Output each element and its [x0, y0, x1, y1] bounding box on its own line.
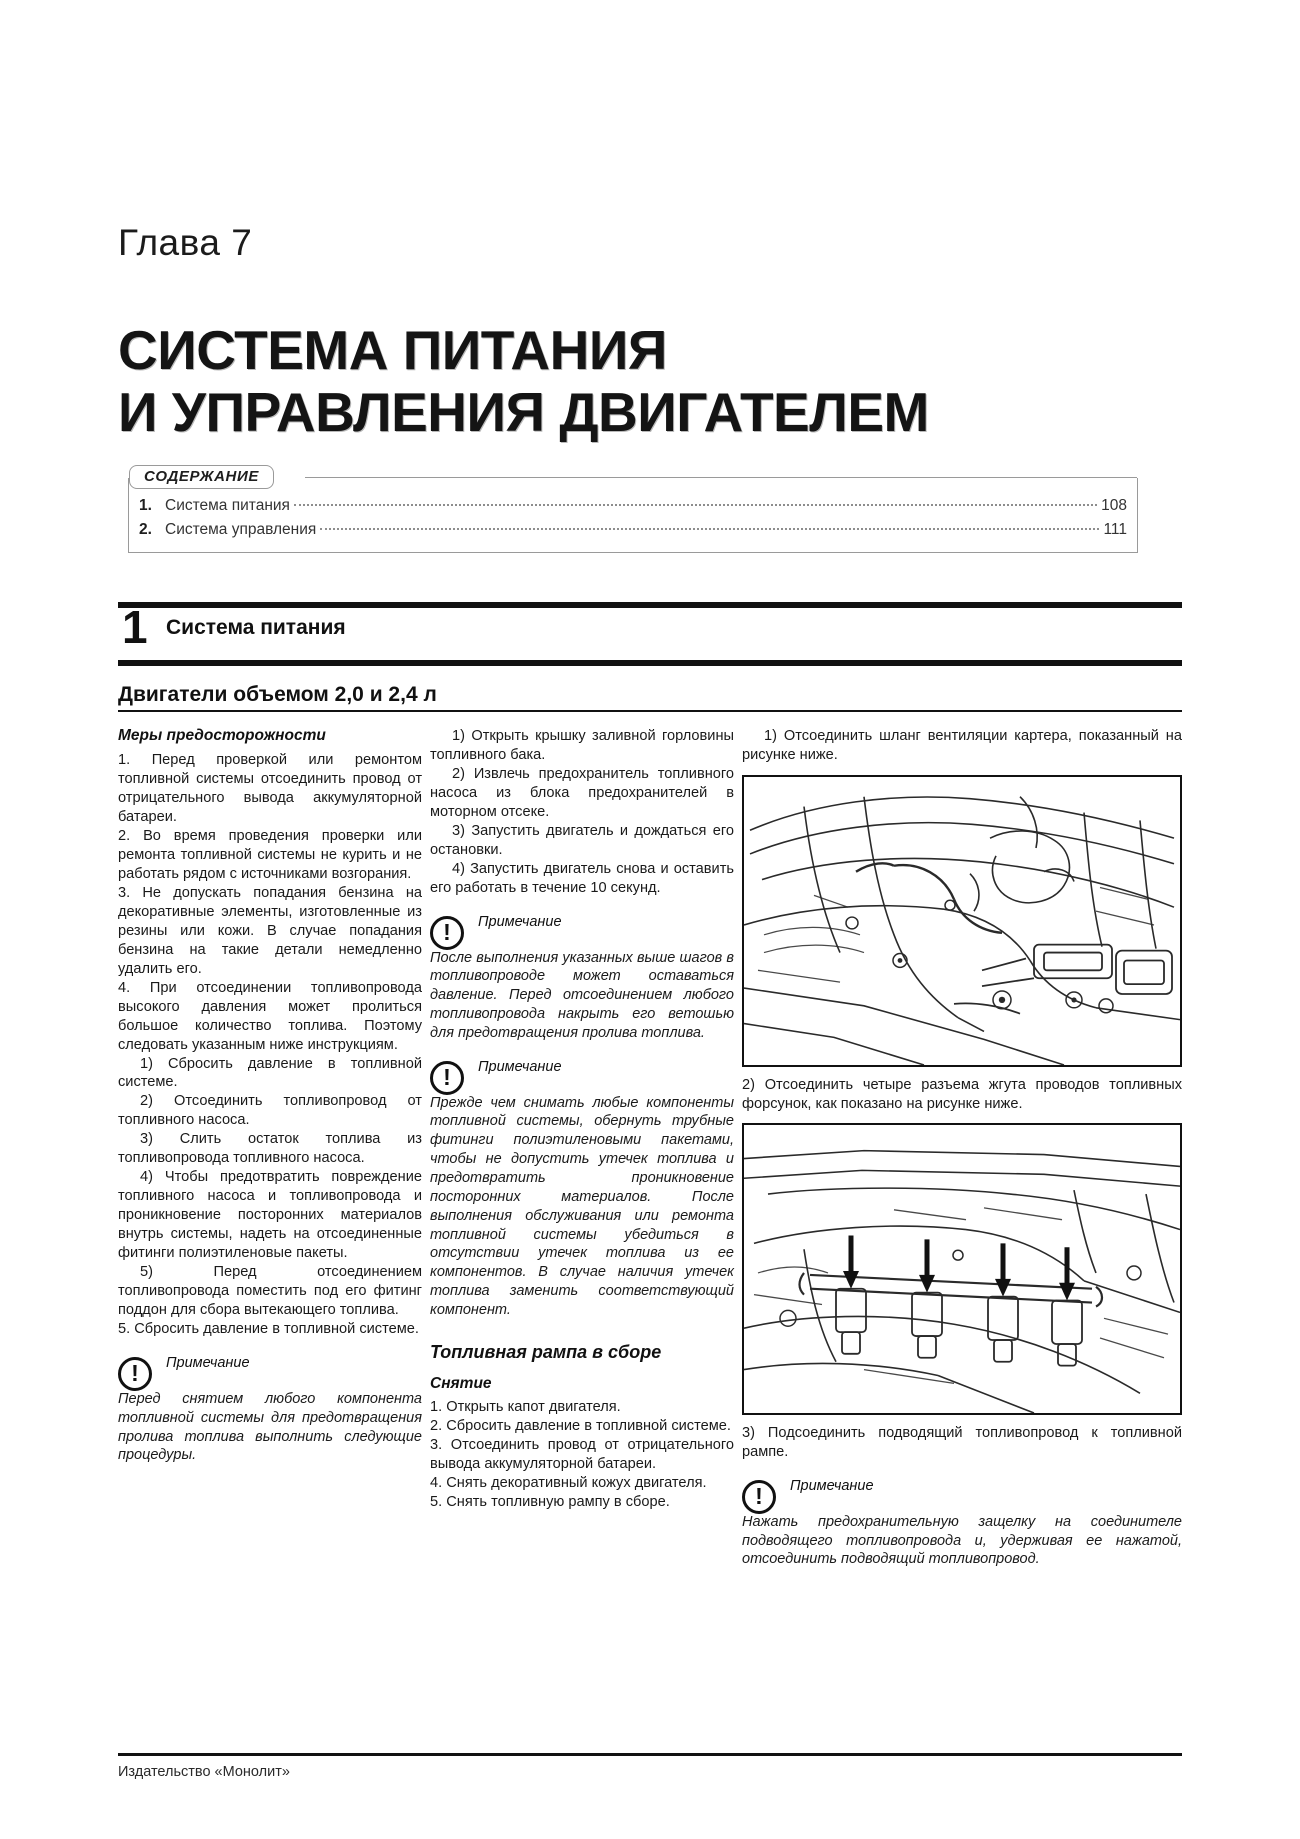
removal-step-3: 3. Отсоединить провод от отрицательного вывода аккумуляторной батареи.: [430, 1436, 734, 1472]
page-title: [118, 320, 1188, 443]
contents-item-number: 2.: [139, 521, 152, 539]
contents-leader-dots: [320, 528, 1099, 530]
rail-step-1: 1) Отсоединить шланг вентиляции картера, показанный на рисунке ниже.: [742, 728, 1182, 763]
exclamation-icon: [742, 1480, 776, 1514]
section-number: 1: [122, 601, 148, 653]
note-spacer: [478, 930, 734, 949]
precaution-4-step-4: 4) Чтобы предотвратить повреждение топливного насоса и топливопровода и проникновение посторонних материалов внутрь системы, надеть на отсоединенные фитинги полиэтиленовые пакеты.: [118, 1169, 422, 1262]
engines-heading-text: Двигатели объемом 2,0 и 2,4 л: [118, 683, 437, 706]
pressure-release-step-3: 3) Запустить двигатель и дождаться его остановки.: [430, 822, 734, 858]
figure-2-caption: 2) Отсоединить четыре разъема жгута проводов топливных форсунок, как показано на рисунке ниже.: [742, 1076, 1182, 1112]
contents-top-rule: [305, 477, 1137, 478]
precaution-4-step-5: 5) Перед отсоединением топливопровода поместить под его фитинг поддон для сбора вытекающего топлива.: [118, 1264, 422, 1319]
pressure-release-step-1: 1) Открыть крышку заливной горловины топливного бака.: [430, 728, 734, 763]
note-text-indented: [166, 1371, 422, 1390]
note-callout-col2-1: [430, 914, 734, 1043]
column-2: [430, 727, 734, 1512]
removal-step-4: 4. Снять декоративный кожух двигателя.: [430, 1474, 707, 1491]
section-header-body: [118, 601, 1182, 660]
pressure-release-step-2: 2) Извлечь предохранитель топливного насоса из блока предохранителей в моторном отсеке.: [430, 765, 734, 820]
note-callout-col3: [742, 1478, 1182, 1569]
figure-3-caption: 3) Подсоединить подводящий топливопровод к топливной рампе.: [742, 1424, 1182, 1460]
note-text: После выполнения указанных выше шагов в топливопроводе может оставаться давление. Перед отсоединением любого топливопровода накрыть его ветошью для предотвращения пролива топлива.: [430, 949, 734, 1041]
exclamation-icon: [430, 916, 464, 950]
note-text: Прежде чем снимать любые компоненты топливной системы, обернуть трубные фитинги полиэтиленовыми пакетами, чтобы не допустить утечек топлива и предотвратить проникновение посторонних материалов. После выполнения обслуживания или ремонта топливной системы убедиться в отсутствии утечек топлива из ее компонентов. В случае наличия утечек топлива заменить соответствующий компонент.: [430, 1094, 734, 1318]
exclamation-icon: [118, 1357, 152, 1391]
precaution-4-step-1: 1) Сбросить давление в топливной системе.: [118, 1055, 422, 1091]
contents-item-2[interactable]: [139, 518, 1127, 542]
precaution-1: 1. Перед проверкой или ремонтом топливной системы отсоединить провод от отрицательного вывода аккумуляторной батареи.: [118, 752, 422, 825]
note-title: Примечание: [166, 1355, 250, 1372]
contents-badge: СОДЕРЖАНИЕ: [129, 465, 274, 489]
contents-item-1[interactable]: [139, 494, 1127, 518]
contents-item-page: 108: [1101, 497, 1127, 514]
exclamation-icon: [430, 1061, 464, 1095]
contents-item-label: Система управления: [165, 521, 317, 539]
precaution-4: 4. При отсоединении топливопровода высокого давления может пролиться большое количество топлива. Поэтому следовать указанным ниже инструкциям.: [118, 979, 422, 1053]
note-text: Нажать предохранительную защелку на соединителе подводящего топливопровода и, удерживая ее нажатой, отсоединить подводящий топливопровод.: [742, 1513, 1182, 1568]
fuel-rail-heading: Топливная рампа в сборе: [430, 1341, 662, 1362]
precaution-5: 5. Сбросить давление в топливной системе.: [118, 1321, 419, 1338]
note-callout-col1: [118, 1355, 422, 1465]
note-text: Перед снятием любого компонента топливной системы для предотвращения пролива топлива выполнить следующие процедуры.: [118, 1390, 422, 1464]
figure-fuel-injector-connectors: [742, 1123, 1182, 1415]
note-title: Примечание: [478, 913, 562, 930]
contents-box: [128, 468, 1138, 553]
page-title-line-2: И УПРАВЛЕНИЯ ДВИГАТЕЛЕМ: [118, 380, 929, 443]
chapter-label: Глава 7: [118, 222, 253, 263]
section-header: [118, 602, 1182, 666]
column-3: [742, 727, 1182, 1575]
removal-step-1: 1. Открыть капот двигателя.: [430, 1398, 621, 1415]
note-callout-col2-2: [430, 1059, 734, 1320]
removal-step-5: 5. Снять топливную рампу в сборе.: [430, 1493, 670, 1510]
section-rule-bottom: [118, 660, 1182, 666]
footer-rule: [118, 1753, 1182, 1756]
engines-heading-underline: [118, 710, 1182, 712]
section-title: Система питания: [166, 616, 346, 639]
column-1: [118, 727, 422, 1471]
note-title: Примечание: [478, 1058, 562, 1075]
precautions-heading: Меры предосторожности: [118, 727, 326, 744]
precaution-4-step-3: 3) Слить остаток топлива из топливопровода топливного насоса.: [118, 1131, 422, 1167]
contents-item-label: Система питания: [165, 497, 290, 514]
contents-tab: [129, 465, 274, 489]
note-spacer: [478, 1075, 734, 1094]
contents-leader-dots: [294, 504, 1097, 506]
note-spacer: [790, 1494, 1182, 1513]
page-title-line-1: СИСТЕМА ПИТАНИЯ: [118, 319, 667, 381]
content-columns: [118, 727, 1182, 1727]
precaution-2: 2. Во время проведения проверки или ремонта топливной системы не курить и не работать рядом с источниками возгорания.: [118, 827, 422, 882]
contents-item-page: 111: [1103, 521, 1127, 539]
engines-heading: [118, 683, 1182, 712]
pressure-release-step-4: 4) Запустить двигатель снова и оставить его работать в течение 10 секунд.: [430, 860, 734, 896]
footer-publisher: Издательство «Монолит»: [118, 1764, 290, 1780]
removal-heading: Снятие: [430, 1374, 492, 1392]
note-title: Примечание: [790, 1477, 874, 1494]
contents-item-number: 1.: [139, 497, 152, 514]
removal-step-2: 2. Сбросить давление в топливной системе.: [430, 1417, 731, 1434]
precaution-3: 3. Не допускать попадания бензина на декоративные элементы, изготовленные из резины или кожи. В случае попадания бензина на такие детали немедленно удалить его.: [118, 884, 422, 977]
precaution-4-step-2: 2) Отсоединить топливопровод от топливного насоса.: [118, 1093, 422, 1129]
figure-engine-bay-ventilation-hose: [742, 775, 1182, 1067]
